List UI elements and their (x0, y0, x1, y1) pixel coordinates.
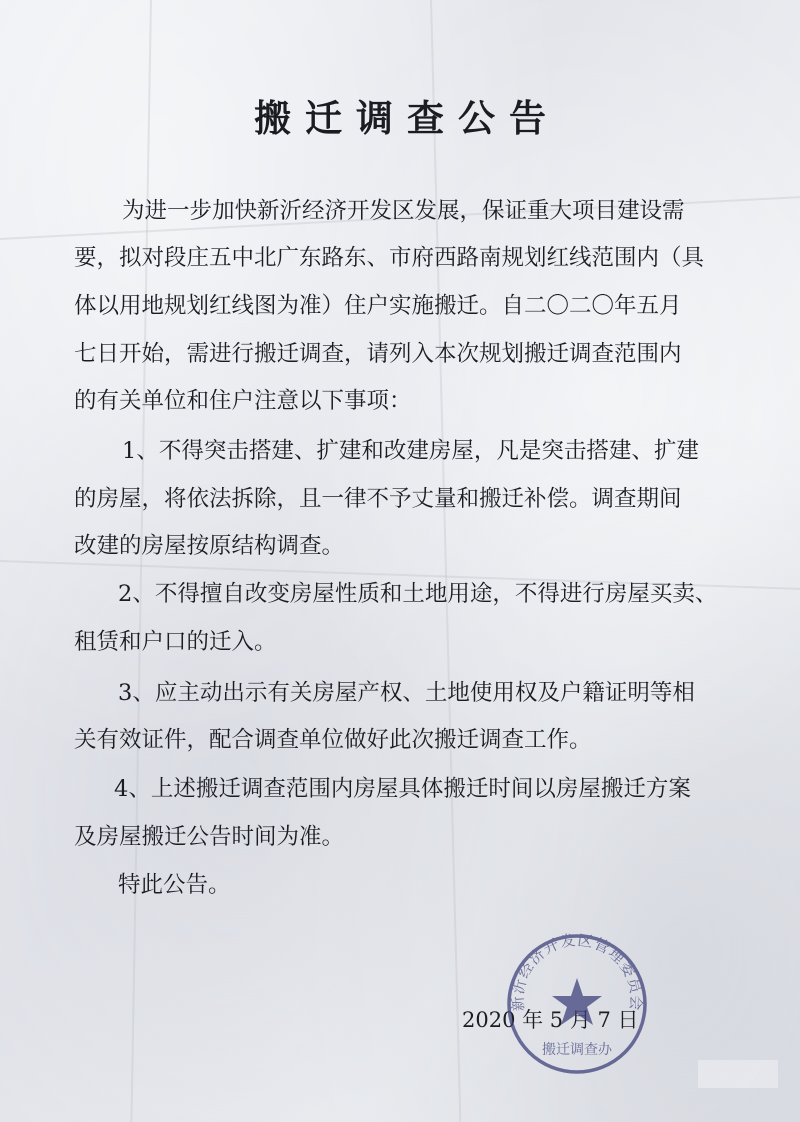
body-line: 的有关单位和住户注意以下事项： (74, 388, 412, 414)
seal-star (552, 978, 602, 1025)
body-line: 的房屋，将依法拆除，且一律不予丈量和搬迁补偿。调查期间 (74, 486, 682, 512)
body-line: 及房屋搬迁公告时间为准。 (74, 824, 345, 850)
watermark-overlay (698, 1060, 778, 1088)
body-line: 4、上述搬迁调查范围内房屋具体搬迁时间以房屋搬迁方案 (114, 776, 691, 802)
body-line: 1、不得突击搭建、扩建和改建房屋，凡是突击搭建、扩建 (122, 438, 699, 464)
paper-crease (130, 0, 152, 1122)
body-line: 关有效证件，配合调查单位做好此次搬迁调查工作。 (74, 727, 592, 753)
svg-text:搬迁调查办: 搬迁调查办 (542, 1042, 612, 1058)
body-line: 要，拟对段庄五中北广东路东、市府西路南规划红线范围内（具 (74, 245, 705, 271)
notice-title: 搬迁调查公告 (254, 96, 560, 140)
body-line: 租赁和户口的迁入。 (74, 629, 277, 655)
body-line: 改建的房屋按原结构调查。 (74, 533, 345, 559)
official-seal-icon (503, 930, 651, 1078)
paper-crease (430, 0, 461, 1122)
closing-line: 特此公告。 (118, 872, 231, 898)
body-line: 体以用地规划红线图为准）住户实施搬迁。自二〇二〇年五月 (74, 293, 682, 319)
body-line: 七日开始，需进行搬迁调查，请列入本次规划搬迁调查范围内 (74, 341, 682, 367)
svg-text:新沂经济开发区管理委员会: 新沂经济开发区管理委员会 (508, 930, 646, 1012)
body-line: 为进一步加快新沂经济开发区发展，保证重大项目建设需 (122, 198, 685, 224)
issue-date: 2020 年 5 月 7 日 (462, 1008, 639, 1032)
body-line: 3、应主动出示有关房屋产权、土地使用权及户籍证明等相 (118, 680, 695, 706)
body-line: 2、不得擅自改变房屋性质和土地用途，不得进行房屋买卖、 (118, 581, 718, 607)
